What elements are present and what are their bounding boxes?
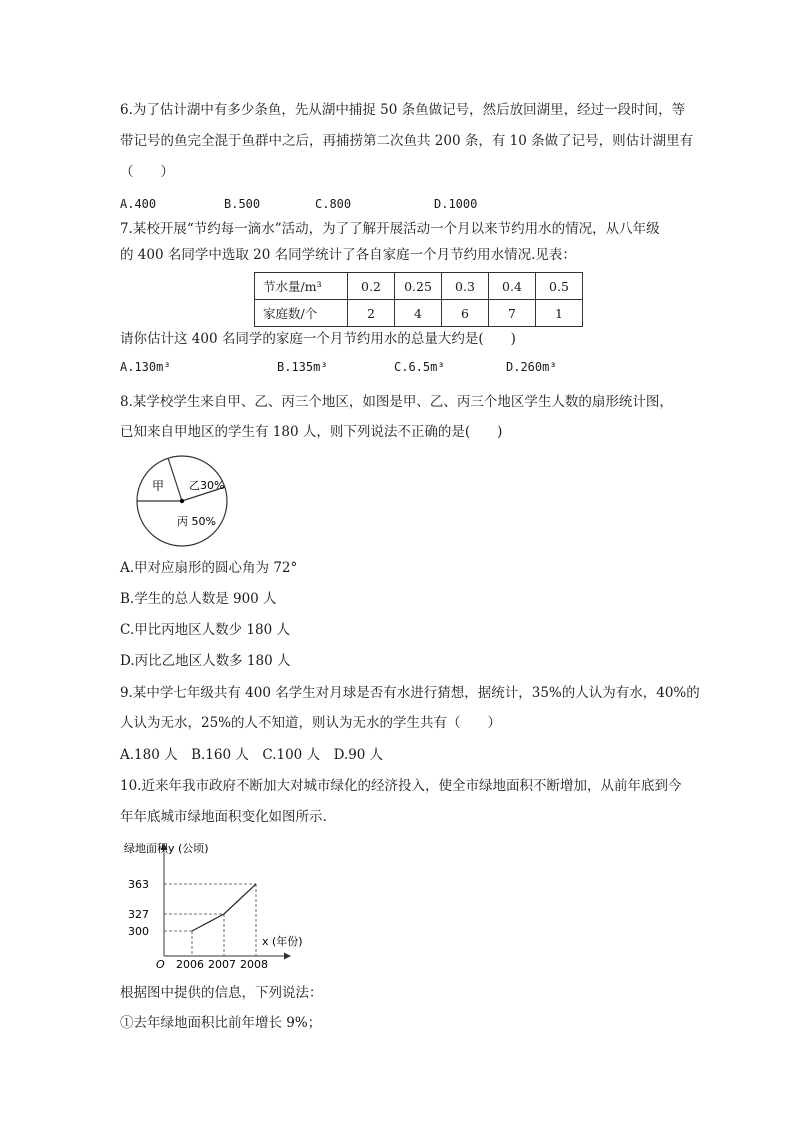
q7-line-2: 的 400 名同学中选取 20 名同学统计了各自家庭一个月节约用水情况.见表：: [120, 247, 576, 263]
q6-option-c: C.800: [315, 197, 352, 211]
y-tick-label: 300: [128, 925, 149, 938]
table-row: [255, 300, 583, 327]
table-header-cell: 家庭数/个: [255, 300, 348, 327]
water-saving-table: [254, 272, 583, 327]
table-row: [255, 273, 583, 300]
x-axis-label: x (年份): [262, 935, 303, 948]
table-cell: 7: [489, 300, 536, 327]
q6-line-2: 带记号的鱼完全混于鱼群中之后，再捕捞第二次鱼共 200 条，有 10 条做了记号，则估计湖里有: [120, 133, 694, 149]
q8-option-c: C.甲比丙地区人数少 180 人: [120, 622, 290, 638]
pie-label-yi: 乙30%: [189, 479, 225, 492]
x-tick-label: 2007: [208, 958, 236, 971]
q10-line-4: ①去年绿地面积比前年增长 9%；: [120, 1015, 322, 1031]
pie-divider-jia-yi: [168, 458, 182, 501]
q7-option-c: C.6.5m³: [394, 360, 445, 374]
pie-label-jia: 甲: [152, 479, 165, 493]
y-tick-label: 363: [128, 878, 149, 891]
q6-line-1: 6.为了估计湖中有多少条鱼，先从湖中捕捉 50 条鱼做记号，然后放回湖里，经过一段时间，等: [120, 102, 686, 118]
green-area-line-chart: [120, 838, 320, 973]
table-header-cell: 节水量/m³: [255, 273, 348, 300]
q10-line-3: 根据图中提供的信息，下列说法：: [120, 985, 323, 1001]
q9-line-2: 人认为无水，25%的人不知道，则认为无水的学生共有（ ）: [120, 715, 502, 731]
q8-line-1: 8.某学校学生来自甲、乙、丙三个地区，如图是甲、乙、丙三个地区学生人数的扇形统计图，: [120, 394, 673, 410]
q10-line-2: 年年底城市绿地面积变化如图所示.: [120, 809, 327, 825]
q8-option-b: B.学生的总人数是 900 人: [120, 591, 277, 607]
q8-option-a: A.甲对应扇形的圆心角为 72°: [120, 560, 298, 576]
q7-option-d: D.260m³: [506, 360, 557, 374]
table-cell: 4: [395, 300, 442, 327]
table-cell: 0.25: [395, 273, 442, 300]
q10-line-1: 10.近来年我市政府不断加大对城市绿化的经济投入，使全市绿地面积不断增加，从前年底到今: [120, 778, 682, 794]
pie-label-bing: 丙 50%: [177, 515, 216, 528]
series-line: [192, 884, 256, 931]
origin-label: O: [156, 958, 165, 971]
q7-option-a: A.130m³: [120, 360, 171, 374]
pie-center-dot: [180, 499, 184, 503]
x-tick-label: 2008: [240, 958, 268, 971]
table-cell: 1: [536, 300, 583, 327]
table-cell: 0.5: [536, 273, 583, 300]
q7-option-b: B.135m³: [277, 360, 328, 374]
q7-line-1: 7.某校开展“节约每一滴水”活动，为了了解开展活动一个月以来节约用水的情况，从八年级: [120, 221, 660, 237]
table-cell: 0.3: [442, 273, 489, 300]
q6-line-3: （ ）: [120, 164, 174, 180]
pie-chart-figure: [128, 450, 248, 550]
table-cell: 0.2: [348, 273, 395, 300]
y-tick-label: 327: [128, 908, 149, 921]
q7-line-3: 请你估计这 400 名同学的家庭一个月节约用水的总量大约是( ): [120, 331, 516, 347]
table-cell: 6: [442, 300, 489, 327]
q6-option-a: A.400: [120, 197, 157, 211]
q9-line-1: 9.某中学七年级共有 400 名学生对月球是否有水进行猜想，据统计，35%的人认为有水，40%的: [120, 685, 700, 701]
q6-option-b: B.500: [224, 197, 261, 211]
q6-option-d: D.1000: [434, 197, 478, 211]
y-axis-label: 绿地面积y (公顷): [124, 842, 209, 855]
table-cell: 0.4: [489, 273, 536, 300]
q8-line-2: 已知来自甲地区的学生有 180 人，则下列说法不正确的是( ): [120, 424, 503, 440]
table-cell: 2: [348, 300, 395, 327]
q8-option-d: D.丙比乙地区人数多 180 人: [120, 653, 291, 669]
q9-options: A.180 人 B.160 人 C.100 人 D.90 人: [120, 747, 384, 763]
x-tick-label: 2006: [176, 958, 204, 971]
